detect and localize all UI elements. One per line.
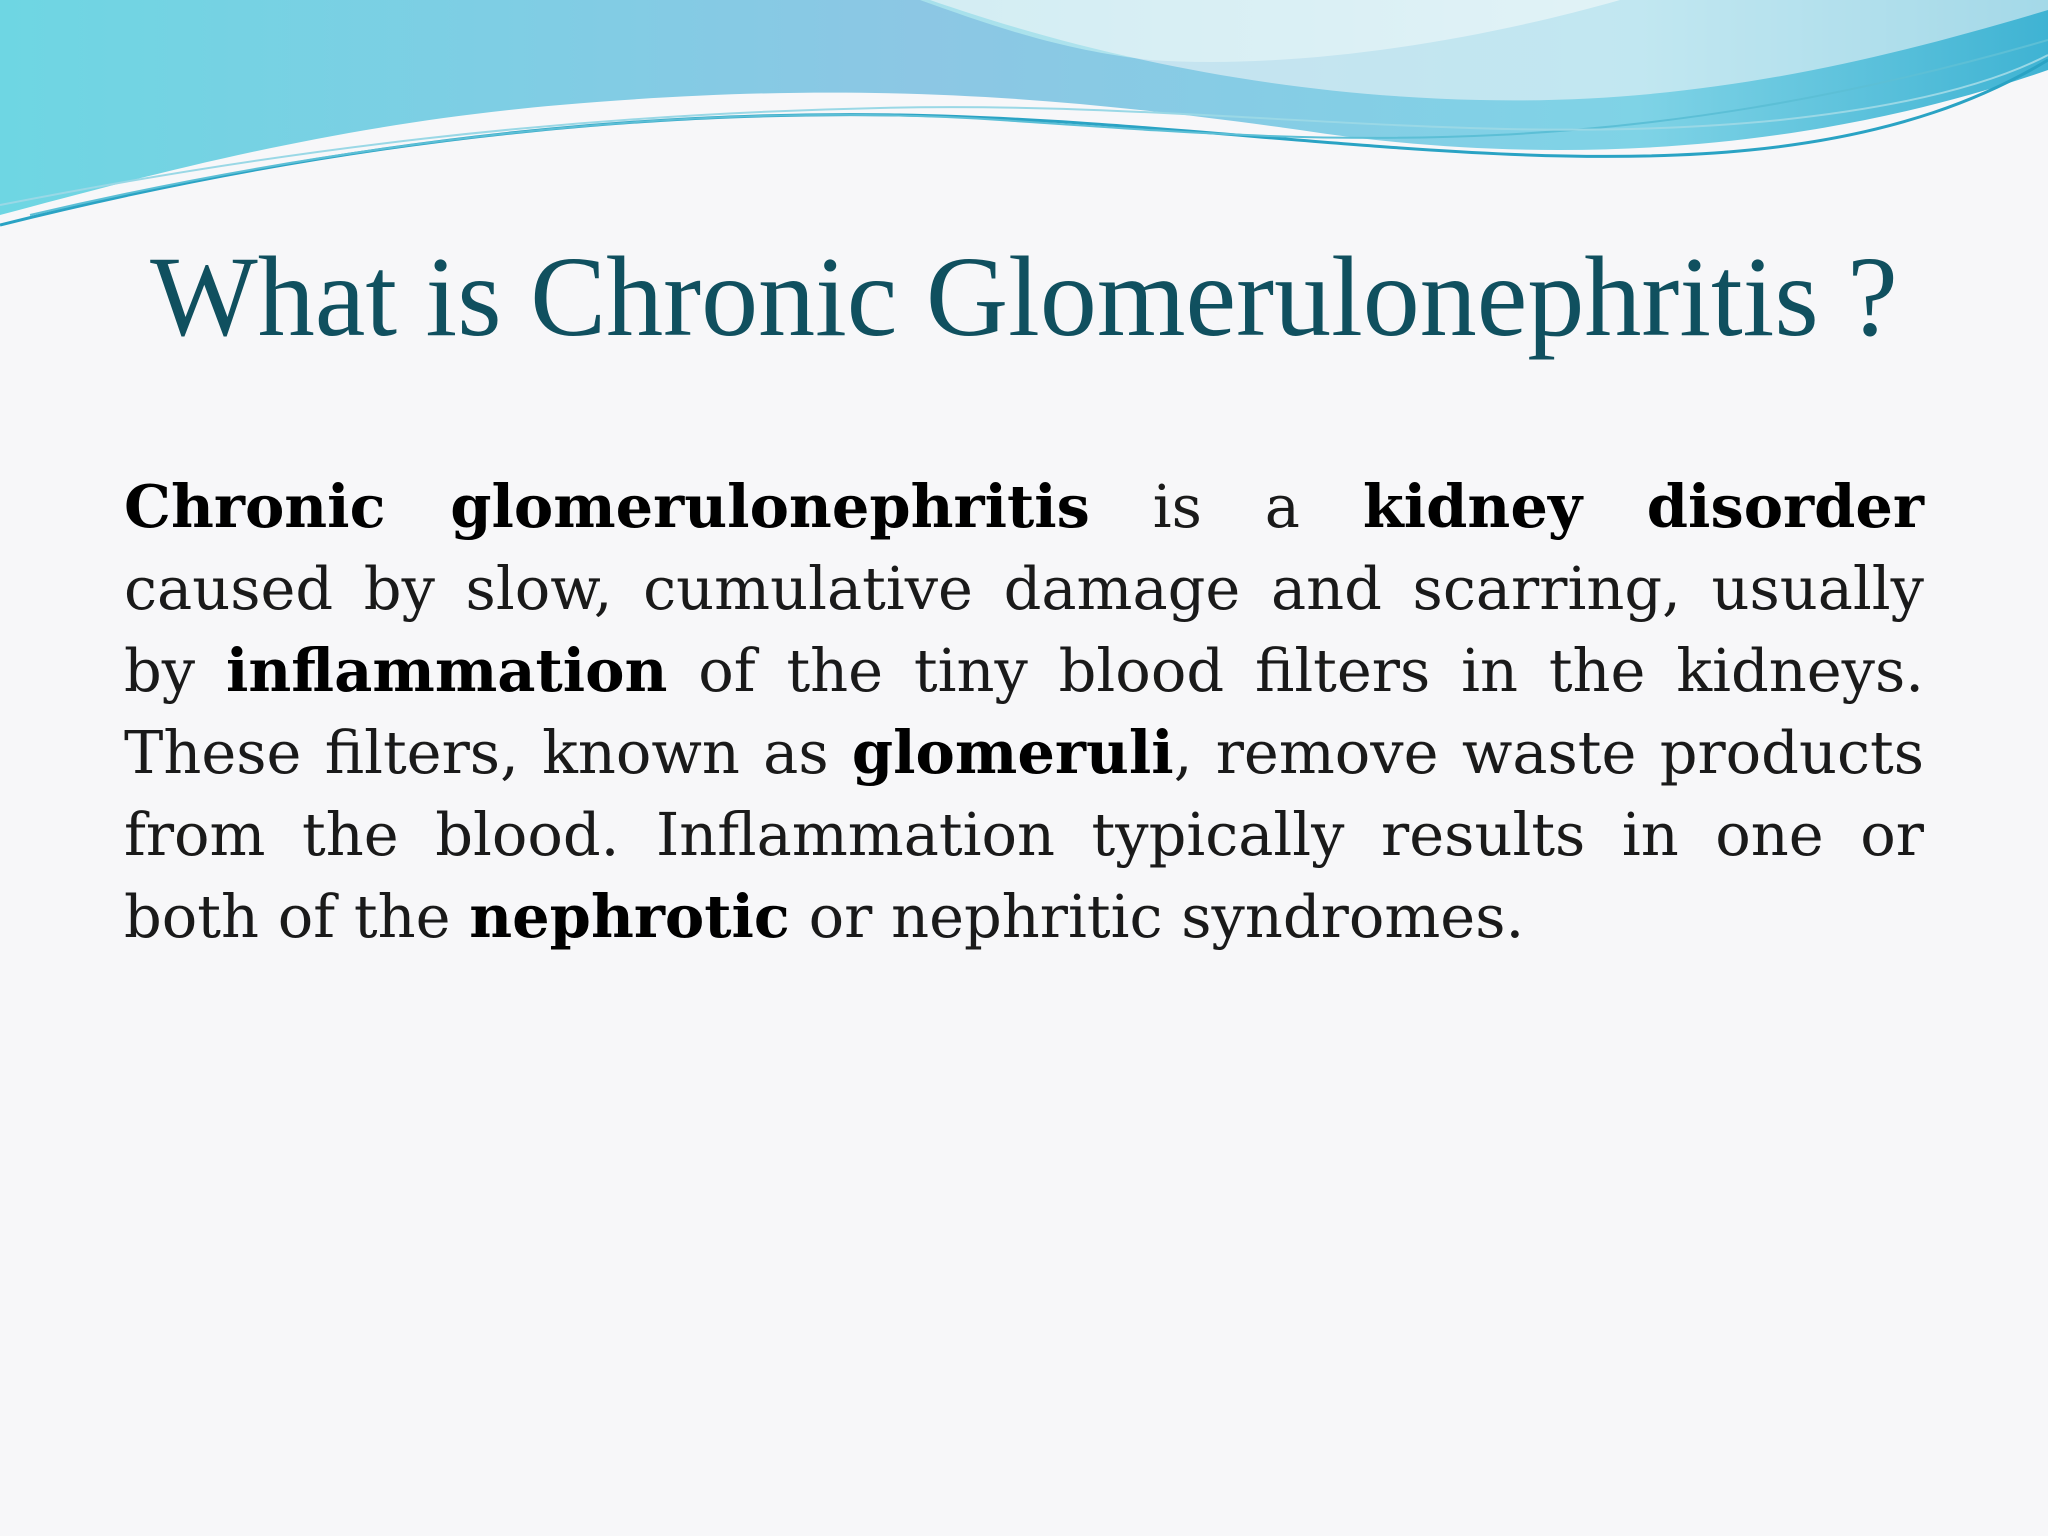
body-text-segment: or nephritic syndromes. [789,882,1525,951]
body-text-segment: of the tiny blood filters in the kidneys. These filters, known as [124,636,1924,787]
body-text-segment: is a [1089,472,1363,541]
slide-body-paragraph [124,466,1924,958]
header-wave-decoration [0,0,2048,240]
slide-title: What is Chronic Glomerulonephritis ? [150,233,1898,360]
body-text-segment: caused by slow, cumulative damage and scarring, usually by [124,554,1924,705]
term-chronic-glomerulonephritis: Chronic glomerulonephritis [124,472,1090,541]
body-text-segment: , remove waste products from the blood. Inflammation typically results in one or both of the [124,718,1924,951]
term-nephrotic: nephrotic [469,882,790,951]
term-glomeruli: glomeruli [851,718,1174,787]
term-kidney-disorder: kidney disorder [1362,472,1925,541]
term-inflammation: inflammation [225,636,668,705]
